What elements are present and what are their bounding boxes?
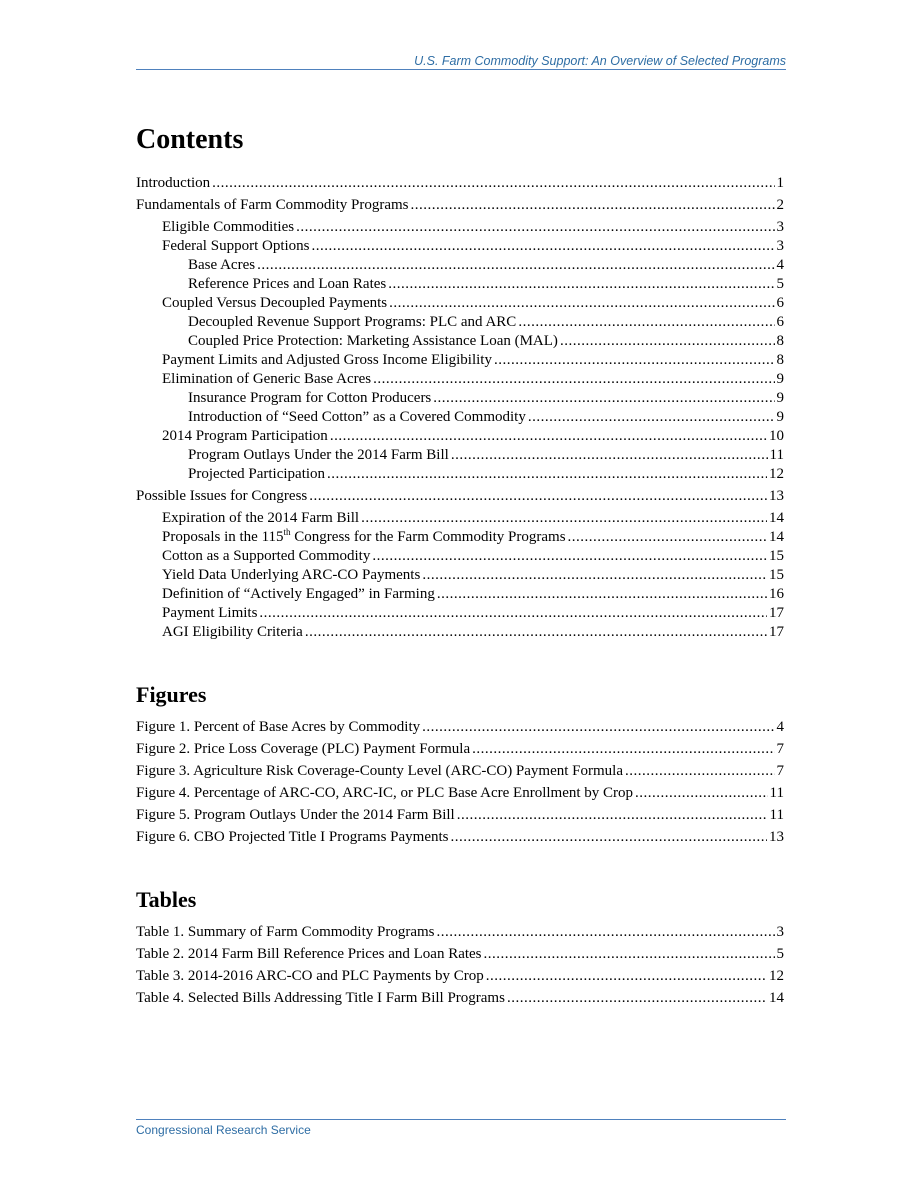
toc-entry-title: Introduction bbox=[136, 175, 211, 191]
toc-entry-title: 2014 Program Participation bbox=[162, 428, 328, 444]
toc-entry-page: 1 bbox=[776, 175, 784, 191]
dot-leader bbox=[451, 828, 768, 847]
toc-entry[interactable] bbox=[136, 465, 784, 484]
toc-entry-title: Expiration of the 2014 Farm Bill bbox=[162, 510, 360, 526]
toc-entry-page: 3 bbox=[776, 219, 784, 235]
figure-entry-title: Figure 2. Price Loss Coverage (PLC) Payment Formula bbox=[136, 741, 471, 757]
table-entry[interactable] bbox=[136, 923, 784, 942]
tables-heading: Tables bbox=[136, 887, 197, 912]
table-entry-page: 5 bbox=[776, 946, 784, 962]
toc-entry[interactable] bbox=[136, 275, 784, 294]
figure-entry-page: 4 bbox=[776, 719, 784, 735]
figure-entry[interactable] bbox=[136, 718, 784, 737]
figure-entry-title: Figure 5. Program Outlays Under the 2014 Farm Bill bbox=[136, 807, 455, 823]
toc-entry[interactable] bbox=[136, 427, 784, 446]
toc-entry-page: 14 bbox=[769, 529, 784, 545]
dot-leader bbox=[327, 465, 767, 484]
toc-entry[interactable] bbox=[136, 313, 784, 332]
table-entry-title: Table 4. Selected Bills Addressing Title I Farm Bill Programs bbox=[136, 990, 505, 1006]
toc-title-part: Congress for the Farm Commodity Programs bbox=[290, 529, 566, 545]
toc-entry-page: 2 bbox=[776, 197, 784, 213]
dot-leader bbox=[472, 740, 774, 759]
dot-leader bbox=[257, 256, 774, 275]
toc-entry[interactable] bbox=[136, 332, 784, 351]
figures-list bbox=[136, 718, 784, 850]
figure-entry[interactable] bbox=[136, 740, 784, 759]
dot-leader bbox=[361, 509, 767, 528]
toc-entry[interactable] bbox=[136, 294, 784, 313]
toc-title-part: Proposals in the 115 bbox=[162, 529, 284, 545]
dot-leader bbox=[625, 762, 774, 781]
toc-entry-page: 8 bbox=[776, 333, 784, 349]
dot-leader bbox=[635, 784, 768, 803]
figure-entry-page: 7 bbox=[776, 741, 784, 757]
contents-heading: Contents bbox=[136, 124, 244, 155]
toc-entry-title: Federal Support Options bbox=[162, 238, 310, 254]
figure-entry-page: 7 bbox=[776, 763, 784, 779]
tables-list bbox=[136, 923, 784, 1011]
toc-entry-title: Cotton as a Supported Commodity bbox=[162, 548, 371, 564]
dot-leader bbox=[528, 408, 775, 427]
toc-entry[interactable] bbox=[136, 509, 784, 528]
dot-leader bbox=[388, 275, 774, 294]
toc-entry-page: 3 bbox=[776, 238, 784, 254]
toc-entry-page: 10 bbox=[769, 428, 784, 444]
dot-leader bbox=[484, 945, 775, 964]
toc-entry-title: Fundamentals of Farm Commodity Programs bbox=[136, 197, 409, 213]
toc-entry-title: AGI Eligibility Criteria bbox=[162, 624, 303, 640]
toc-entry-title: Payment Limits bbox=[162, 605, 258, 621]
dot-leader bbox=[296, 218, 774, 237]
ordinal-superscript: th bbox=[283, 527, 291, 537]
toc-entry-page: 11 bbox=[769, 447, 784, 463]
figures-heading: Figures bbox=[136, 682, 207, 707]
toc-entry[interactable] bbox=[136, 487, 784, 506]
toc-entry-page: 4 bbox=[776, 257, 784, 273]
figure-entry-page: 11 bbox=[769, 807, 784, 823]
toc-entry[interactable] bbox=[136, 547, 784, 566]
table-entry-title: Table 1. Summary of Farm Commodity Programs bbox=[136, 924, 435, 940]
contents-list bbox=[136, 174, 784, 642]
figure-entry-title: Figure 4. Percentage of ARC-CO, ARC-IC, or PLC Base Acre Enrollment by Crop bbox=[136, 785, 634, 801]
dot-leader bbox=[422, 566, 767, 585]
toc-entry[interactable] bbox=[136, 585, 784, 604]
toc-entry[interactable] bbox=[136, 370, 784, 389]
toc-entry[interactable] bbox=[136, 408, 784, 427]
header-rule bbox=[136, 69, 786, 70]
figure-entry[interactable] bbox=[136, 828, 784, 847]
dot-leader bbox=[437, 585, 767, 604]
toc-entry-page: 8 bbox=[776, 352, 784, 368]
dot-leader bbox=[373, 370, 774, 389]
toc-entry-page: 15 bbox=[769, 567, 784, 583]
toc-entry-page: 13 bbox=[769, 488, 784, 504]
figure-entry-page: 13 bbox=[769, 829, 784, 845]
toc-entry-page: 6 bbox=[776, 295, 784, 311]
toc-entry-page: 17 bbox=[769, 605, 784, 621]
toc-entry-title: Elimination of Generic Base Acres bbox=[162, 371, 372, 387]
toc-entry-title: Introduction of “Seed Cotton” as a Covered Commodity bbox=[188, 409, 526, 425]
dot-leader bbox=[568, 528, 767, 547]
running-header: U.S. Farm Commodity Support: An Overview of Selected Programs bbox=[414, 54, 786, 68]
toc-entry-title: Definition of “Actively Engaged” in Farming bbox=[162, 586, 435, 602]
toc-entry-title: Program Outlays Under the 2014 Farm Bill bbox=[188, 447, 449, 463]
table-entry-page: 14 bbox=[769, 990, 784, 1006]
table-entry-title: Table 2. 2014 Farm Bill Reference Prices and Loan Rates bbox=[136, 946, 482, 962]
toc-entry-page: 12 bbox=[769, 466, 784, 482]
table-entry-page: 3 bbox=[776, 924, 784, 940]
dot-leader bbox=[486, 967, 767, 986]
table-entry-title: Table 3. 2014-2016 ARC-CO and PLC Payments by Crop bbox=[136, 968, 484, 984]
figure-entry-title: Figure 6. CBO Projected Title I Programs Payments bbox=[136, 829, 449, 845]
toc-entry-title bbox=[162, 528, 566, 547]
dot-leader bbox=[309, 487, 767, 506]
figure-entry-page: 11 bbox=[769, 785, 784, 801]
toc-entry-title: Insurance Program for Cotton Producers bbox=[188, 390, 432, 406]
figure-entry[interactable] bbox=[136, 784, 784, 803]
figure-entry-title: Figure 1. Percent of Base Acres by Commodity bbox=[136, 719, 421, 735]
table-entry[interactable] bbox=[136, 945, 784, 964]
toc-entry[interactable] bbox=[136, 218, 784, 237]
table-entry[interactable] bbox=[136, 989, 784, 1008]
figure-entry-title: Figure 3. Agriculture Risk Coverage-County Level (ARC-CO) Payment Formula bbox=[136, 763, 624, 779]
toc-entry[interactable] bbox=[136, 196, 784, 215]
toc-entry[interactable] bbox=[136, 446, 784, 465]
toc-entry[interactable] bbox=[136, 389, 784, 408]
toc-entry-title: Base Acres bbox=[188, 257, 256, 273]
toc-entry-title: Payment Limits and Adjusted Gross Income Eligibility bbox=[162, 352, 492, 368]
table-entry-page: 12 bbox=[769, 968, 784, 984]
toc-entry-page: 9 bbox=[776, 390, 784, 406]
toc-entry-page: 9 bbox=[776, 371, 784, 387]
footer-organization: Congressional Research Service bbox=[136, 1123, 311, 1137]
toc-entry[interactable] bbox=[136, 256, 784, 275]
toc-entry-title: Reference Prices and Loan Rates bbox=[188, 276, 387, 292]
toc-entry-title: Projected Participation bbox=[188, 466, 326, 482]
dot-leader bbox=[330, 427, 767, 446]
dot-leader bbox=[560, 332, 775, 351]
dot-leader bbox=[389, 294, 774, 313]
toc-entry-page: 14 bbox=[769, 510, 784, 526]
dot-leader bbox=[422, 718, 774, 737]
toc-entry[interactable] bbox=[136, 566, 784, 585]
dot-leader bbox=[437, 923, 775, 942]
dot-leader bbox=[433, 389, 774, 408]
toc-entry[interactable] bbox=[136, 351, 784, 370]
toc-entry-title: Eligible Commodities bbox=[162, 219, 295, 235]
toc-entry-title: Coupled Versus Decoupled Payments bbox=[162, 295, 388, 311]
toc-entry-page: 17 bbox=[769, 624, 784, 640]
figure-entry[interactable] bbox=[136, 762, 784, 781]
dot-leader bbox=[518, 313, 774, 332]
dot-leader bbox=[507, 989, 767, 1008]
toc-entry-page: 9 bbox=[776, 409, 784, 425]
toc-entry-title: Coupled Price Protection: Marketing Assistance Loan (MAL) bbox=[188, 333, 558, 349]
dot-leader bbox=[457, 806, 768, 825]
table-entry[interactable] bbox=[136, 967, 784, 986]
dot-leader bbox=[494, 351, 775, 370]
toc-entry[interactable] bbox=[136, 623, 784, 642]
toc-entry[interactable] bbox=[136, 237, 784, 256]
dot-leader bbox=[372, 547, 767, 566]
toc-entry[interactable] bbox=[136, 528, 784, 547]
toc-entry-page: 6 bbox=[776, 314, 784, 330]
footer-rule bbox=[136, 1119, 786, 1120]
toc-entry[interactable] bbox=[136, 604, 784, 623]
toc-entry-title: Possible Issues for Congress bbox=[136, 488, 308, 504]
dot-leader bbox=[451, 446, 768, 465]
dot-leader bbox=[305, 623, 767, 642]
dot-leader bbox=[312, 237, 775, 256]
toc-entry-title: Decoupled Revenue Support Programs: PLC and ARC bbox=[188, 314, 517, 330]
toc-entry[interactable] bbox=[136, 174, 784, 193]
toc-entry-page: 5 bbox=[776, 276, 784, 292]
toc-entry-page: 16 bbox=[769, 586, 784, 602]
toc-entry-page: 15 bbox=[769, 548, 784, 564]
dot-leader bbox=[410, 196, 774, 215]
dot-leader bbox=[259, 604, 767, 623]
toc-entry-title: Yield Data Underlying ARC-CO Payments bbox=[162, 567, 421, 583]
figure-entry[interactable] bbox=[136, 806, 784, 825]
dot-leader bbox=[212, 174, 774, 193]
